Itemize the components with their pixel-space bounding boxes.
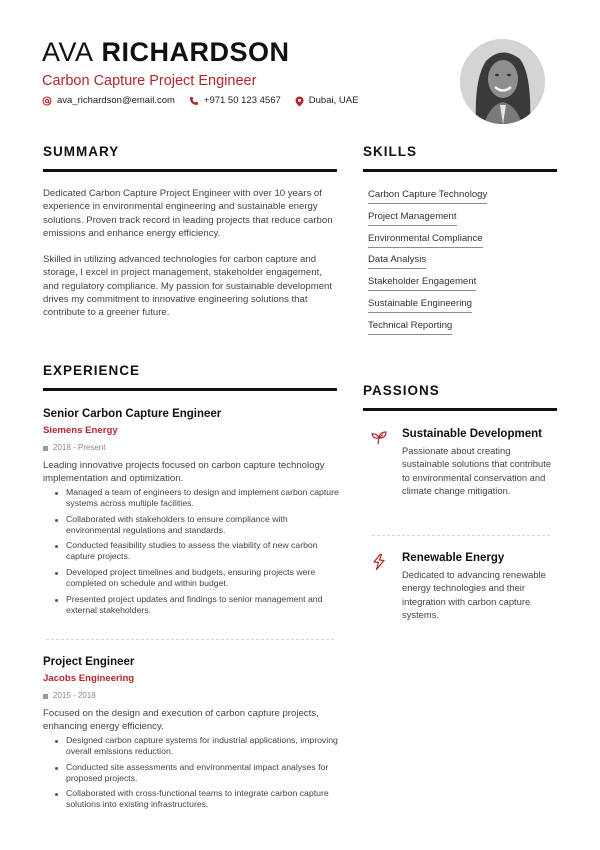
- summary-text: [43, 187, 338, 320]
- job-dates: [43, 691, 339, 701]
- achievement-item: Collaborated with stakeholders to ensure compliance with environmental regulations and standards.: [55, 514, 339, 536]
- experience-heading: EXPERIENCE: [43, 363, 141, 378]
- job-position: Project Engineer: [43, 656, 135, 668]
- job-company: Siemens Energy: [43, 425, 118, 436]
- location-pin-icon: [295, 96, 304, 107]
- skills-heading: SKILLS: [363, 144, 418, 159]
- job-description: Leading innovative projects focused on carbon capture technology implementation and optimization.: [43, 460, 325, 484]
- skill-item: Stakeholder Engagement: [368, 276, 476, 291]
- job-entry: [43, 407, 339, 620]
- at-icon: [42, 96, 52, 106]
- passion-item: [368, 551, 553, 621]
- job-dates-text: 2018 - Present: [53, 443, 106, 452]
- experience-divider: [43, 388, 337, 391]
- achievement-item: Collaborated with cross-functional teams to integrate carbon capture solutions into existing infrastructures.: [55, 788, 339, 810]
- job-dates: [43, 443, 339, 453]
- phone-text: +971 50 123 4567: [203, 95, 281, 106]
- passion-description: Passionate about creating sustainable solutions that contribute to environmental conservation and climate change mitigation.: [402, 445, 552, 496]
- achievement-item: Conducted feasibility studies to assess the viability of new carbon capture projects.: [55, 540, 339, 562]
- passion-separator: [372, 535, 550, 536]
- skill-item: Environmental Compliance: [368, 233, 483, 248]
- phone-icon: [189, 96, 199, 106]
- achievement-item: Managed a team of engineers to design and implement carbon capture systems across multiple facilities.: [55, 487, 339, 509]
- skills-list: [368, 189, 487, 342]
- leaf-sprout-icon: [370, 429, 388, 447]
- passion-title: Sustainable Development: [402, 428, 542, 440]
- skill-item: Project Management: [368, 211, 457, 226]
- achievement-item: Designed carbon capture systems for industrial applications, improving overall emissions reduction.: [55, 735, 339, 757]
- last-name: RICHARDSON: [101, 37, 290, 67]
- calendar-icon: [43, 694, 48, 699]
- achievement-item: Presented project updates and findings to senior management and external stakeholders.: [55, 594, 339, 616]
- achievement-item: Developed project timelines and budgets, ensuring projects were completed on schedule and within budget.: [55, 567, 339, 589]
- passions-heading: PASSIONS: [363, 383, 440, 398]
- skills-divider: [363, 169, 557, 172]
- profile-photo: [460, 39, 545, 124]
- job-dates-text: 2015 - 2018: [53, 691, 96, 700]
- job-separator: [46, 639, 334, 640]
- location-text: Dubai, UAE: [308, 95, 359, 106]
- job-achievements: [43, 487, 339, 616]
- calendar-icon: [43, 446, 48, 451]
- contact-phone[interactable]: [189, 94, 281, 108]
- skill-item: Sustainable Engineering: [368, 298, 472, 313]
- lightning-bolt-icon: [370, 553, 388, 571]
- achievement-item: Conducted site assessments and environmental impact analyses for proposed projects.: [55, 762, 339, 784]
- job-title-headline: Carbon Capture Project Engineer: [42, 73, 257, 89]
- summary-heading: SUMMARY: [43, 144, 120, 159]
- summary-paragraph: Dedicated Carbon Capture Project Engineer with over 10 years of experience in environmental engineering and sustainable energy solutions. Proven track record in leading projects that reduce carbon emissions and enhance energy efficiency.: [43, 188, 333, 239]
- skill-item: Carbon Capture Technology: [368, 189, 487, 204]
- passion-item: [368, 427, 553, 497]
- job-achievements: [43, 735, 339, 810]
- first-name: AVA: [42, 37, 94, 67]
- contact-email[interactable]: [42, 94, 175, 108]
- candidate-name: [42, 36, 290, 68]
- contact-location: [295, 94, 359, 108]
- job-entry: [43, 655, 339, 815]
- job-company: Jacobs Engineering: [43, 673, 135, 684]
- email-text: ava_richardson@email.com: [57, 95, 175, 106]
- summary-divider: [43, 169, 337, 172]
- contact-info: [42, 94, 358, 108]
- job-description: Focused on the design and execution of carbon capture projects, enhancing energy efficiency.: [43, 708, 319, 732]
- job-position: Senior Carbon Capture Engineer: [43, 408, 222, 420]
- skill-item: Technical Reporting: [368, 320, 452, 335]
- summary-paragraph: Skilled in utilizing advanced technologies for carbon capture and storage, I excel in project management, stakeholder engagement, and regulatory compliance. My passion for sustainable development drives my commitment to innovative engineering solutions that contribute to a greener future.: [43, 254, 333, 319]
- skill-item: Data Analysis: [368, 254, 426, 269]
- passions-divider: [363, 408, 557, 411]
- passion-description: Dedicated to advancing renewable energy technologies and their integration with carbon capture systems.: [402, 569, 546, 620]
- passion-title: Renewable Energy: [402, 552, 505, 564]
